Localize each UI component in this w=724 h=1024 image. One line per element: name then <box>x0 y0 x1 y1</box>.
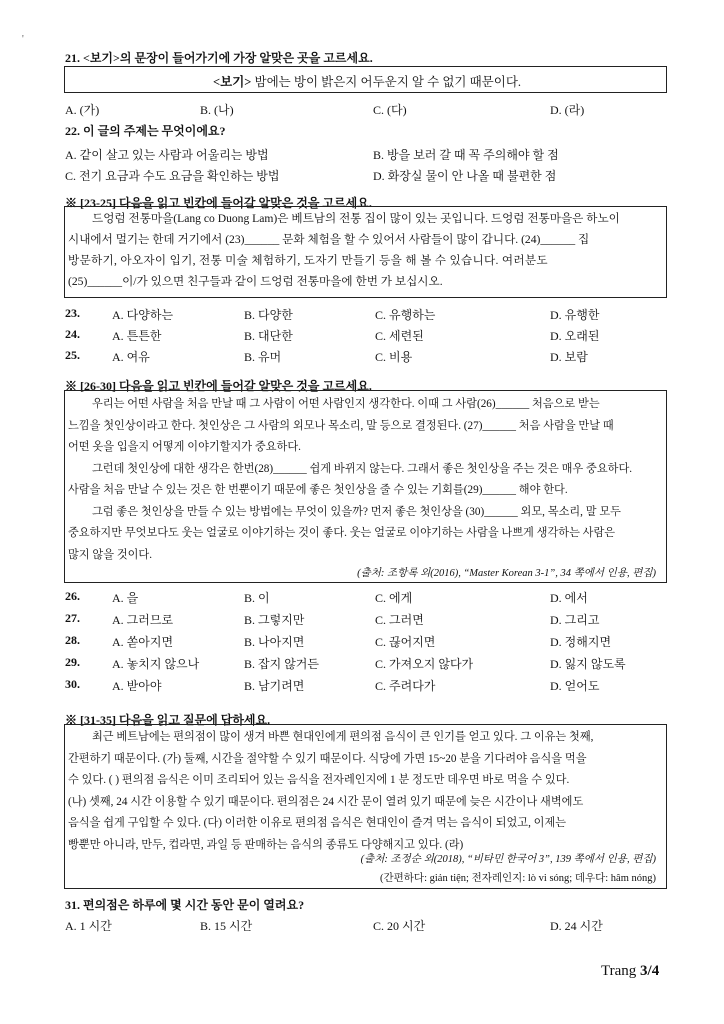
q21-example-box <box>64 66 667 93</box>
sec3135-line-2: 간편하기 때문이다. (가) 둘째, 시간을 절약할 수 있기 때문이다. 식당에 가면 15~20 분을 기다려야 음식을 먹을 <box>68 752 587 765</box>
q22-option-c[interactable]: C. 전기 요금과 수도 요금을 확인하는 방법 <box>65 169 280 183</box>
q28-option-c[interactable]: C. 끊어지면 <box>375 635 436 649</box>
corner-mark: ' <box>22 34 24 45</box>
page-footer <box>601 963 659 980</box>
sec3135-line-5: 음식을 쉽게 구입할 수 있다. (다) 이러한 이유로 편의점 음식은 현대인이 즐겨 먹는 음식이 되었고, 이제는 <box>68 817 567 829</box>
sec2325-line-3: 방문하기, 아오자이 입기, 전통 미술 체험하기, 도자기 만들기 등을 해 볼 수 있습니다. 여러분도 <box>68 254 548 267</box>
sec2630-line-6: 그럼 좋은 첫인상을 만들 수 있는 방법에는 무엇이 있을까? 먼저 좋은 첫인상을 (30)______ 외모, 목소리, 말 모두 <box>92 505 621 518</box>
sec3135-line-3: 수 있다. ( ) 편의점 음식은 이미 조리되어 있는 음식을 전자레인지에 1 분 정도만 데우면 바로 먹을 수 있다. <box>68 774 570 786</box>
sec2325-header: ※ [23-25] 다음을 읽고 빈칸에 들어갈 알맞은 것을 고르세요. <box>65 196 372 210</box>
q27-option-b[interactable]: B. 그렇지만 <box>244 613 305 627</box>
sec2630-source: (출처: 조항록 외(2016), “Master Korean 3-1”, 34 쪽에서 인용, 편집) <box>357 568 656 579</box>
q29-option-c[interactable]: C. 가져오지 않다가 <box>375 657 474 671</box>
q28-option-b[interactable]: B. 나아지면 <box>244 635 305 649</box>
q25-option-c[interactable]: C. 비용 <box>375 350 413 364</box>
q30-option-b[interactable]: B. 남기려면 <box>244 679 305 693</box>
q25-option-d[interactable]: D. 보람 <box>550 350 588 364</box>
q21-example-text: 밤에는 방이 밝은지 어두운지 알 수 없기 때문이다. <box>254 75 522 89</box>
q27-option-d[interactable]: D. 그리고 <box>550 613 600 627</box>
sec2630-line-4: 그런데 첫인상에 대한 생각은 한번(28)______ 쉽게 바뀌지 않는다. 그래서 좋은 첫인상을 주는 것은 매우 중요하다. <box>92 462 633 475</box>
q21-stem: 21. <보기>의 문장이 들어가기에 가장 알맞은 곳을 고르세요. <box>65 51 373 65</box>
q30-number: 30. <box>65 677 80 691</box>
q24-option-b[interactable]: B. 대단한 <box>244 329 293 343</box>
q22-option-a[interactable]: A. 같이 살고 있는 사람과 어울리는 방법 <box>65 148 269 162</box>
q23-number: 23. <box>65 306 80 320</box>
q23-option-d[interactable]: D. 유행한 <box>550 308 600 322</box>
sec2630-line-5: 사람을 처음 만날 수 있는 것은 한 번뿐이기 때문에 좋은 첫인상을 줄 수 있는 기회를(29)______ 해야 한다. <box>68 484 568 496</box>
q23-option-c[interactable]: C. 유행하는 <box>375 308 436 322</box>
sec3135-line-1: 최근 베트남에는 편의점이 많이 생겨 바쁜 현대인에게 편의점 음식이 큰 인기를 얻고 있다. 그 이유는 첫째, <box>92 731 594 743</box>
q31-option-a[interactable]: A. 1 시간 <box>65 919 112 933</box>
q31-option-d[interactable]: D. 24 시간 <box>550 919 603 933</box>
q29-number: 29. <box>65 655 80 669</box>
sec2325-line-1: 드엉럼 전통마을(Lang co Duong Lam)은 베트남의 전통 집이 많이 있는 곳입니다. 드엉럼 전통마을은 하노이 <box>92 212 620 225</box>
sec2630-line-7: 중요하지만 무엇보다도 웃는 얼굴로 이야기하는 것이 좋다. 웃는 얼굴로 이야기하는 사람을 나쁘게 생각하는 사람은 <box>68 527 616 539</box>
q23-option-b[interactable]: B. 다양한 <box>244 308 293 322</box>
q26-option-a[interactable]: A. 을 <box>112 591 139 605</box>
sec2630-header: ※ [26-30] 다음을 읽고 빈칸에 들어갈 알맞은 것을 고르세요. <box>65 379 372 393</box>
q23-option-a[interactable]: A. 다양하는 <box>112 308 174 322</box>
page-number: 3/4 <box>640 963 660 979</box>
q26-option-c[interactable]: C. 에게 <box>375 591 413 605</box>
sec3135-passage <box>68 727 664 856</box>
q21-option-d[interactable]: D. (라) <box>550 103 585 117</box>
q31-stem: 31. 편의점은 하루에 몇 시간 동안 문이 열려요? <box>65 898 305 912</box>
q31-option-c[interactable]: C. 20 시간 <box>373 919 426 933</box>
q25-option-a[interactable]: A. 여유 <box>112 350 150 364</box>
q21-option-a[interactable]: A. (가) <box>65 103 100 117</box>
sec3135-line-6: 빵뿐만 아니라, 만두, 컵라면, 과일 등 판매하는 음식의 종류도 다양해지고 있다. (라) <box>68 838 464 851</box>
q30-option-c[interactable]: C. 주려다가 <box>375 679 436 693</box>
q21-example-line <box>213 72 521 90</box>
sec2630-line-3: 어떤 옷을 입을지 어떻게 이야기할지가 중요하다. <box>68 441 301 453</box>
sec3135-glossary: (간편하다: giản tiện; 전자레인지: lò vi sóng; 데우다: hâm nóng) <box>380 873 656 884</box>
q22-option-b[interactable]: B. 방을 보러 갈 때 꼭 주의해야 할 점 <box>373 148 559 162</box>
sec2325-passage <box>68 208 664 292</box>
q24-option-d[interactable]: D. 오래된 <box>550 329 600 343</box>
q25-option-b[interactable]: B. 유머 <box>244 350 282 364</box>
q26-option-b[interactable]: B. 이 <box>244 591 270 605</box>
sec2630-passage <box>68 394 664 566</box>
q22-option-d[interactable]: D. 화장실 물이 안 나올 때 불편한 점 <box>373 169 557 183</box>
q26-number: 26. <box>65 589 80 603</box>
q28-number: 28. <box>65 633 80 647</box>
page-label: Trang <box>601 963 637 979</box>
q21-option-c[interactable]: C. (다) <box>373 103 407 117</box>
sec3135-header: ※ [31-35] 다음을 읽고 질문에 답하세요. <box>65 713 271 727</box>
q29-option-a[interactable]: A. 놓치지 않으나 <box>112 657 200 671</box>
sec2630-line-2: 느낌을 첫인상이라고 한다. 첫인상은 그 사람의 외모나 목소리, 말 등으로 결정된다. (27)______ 처음 사람을 만날 때 <box>68 419 614 432</box>
q29-option-d[interactable]: D. 잃지 않도록 <box>550 657 626 671</box>
q27-option-a[interactable]: A. 그러므로 <box>112 613 174 627</box>
sec3135-source: (출처: 조정순 외(2018), “비타민 한국어 3”, 139 쪽에서 인용, 편집) <box>360 854 656 865</box>
sec3135-line-4: (나) 셋째, 24 시간 이용할 수 있기 때문이다. 편의점은 24 시간 문이 열려 있기 때문에 늦은 시간이나 새벽에도 <box>68 795 584 808</box>
q30-option-a[interactable]: A. 받아야 <box>112 679 162 693</box>
q26-option-d[interactable]: D. 에서 <box>550 591 588 605</box>
q27-option-c[interactable]: C. 그러면 <box>375 613 424 627</box>
sec2325-line-4: (25)______이/가 있으면 친구들과 같이 드엉럼 전통마을에 한번 가 보십시오. <box>68 275 443 288</box>
sec2630-line-8: 많지 않을 것이다. <box>68 548 153 561</box>
q24-number: 24. <box>65 327 80 341</box>
q27-number: 27. <box>65 611 80 625</box>
q28-option-a[interactable]: A. 쏟아지면 <box>112 635 174 649</box>
q28-option-d[interactable]: D. 정해지면 <box>550 635 612 649</box>
q24-option-c[interactable]: C. 세련된 <box>375 329 424 343</box>
q31-option-b[interactable]: B. 15 시간 <box>200 919 253 933</box>
q21-example-label: <보기> <box>213 75 252 89</box>
sec2630-line-1: 우리는 어떤 사람을 처음 만날 때 그 사람이 어떤 사람인지 생각한다. 이때 그 사람(26)______ 처음으로 받는 <box>92 398 600 410</box>
q21-option-b[interactable]: B. (나) <box>200 103 234 117</box>
q22-stem: 22. 이 글의 주제는 무엇이에요? <box>65 124 226 138</box>
q30-option-d[interactable]: D. 얻어도 <box>550 679 600 693</box>
q24-option-a[interactable]: A. 튼튼한 <box>112 329 162 343</box>
q29-option-b[interactable]: B. 잡지 않거든 <box>244 657 319 671</box>
q25-number: 25. <box>65 348 80 362</box>
sec2325-line-2: 시내에서 멀기는 한데 거기에서 (23)______ 문화 체험을 할 수 있어서 사람들이 많이 갑니다. (24)______ 집 <box>68 233 590 246</box>
